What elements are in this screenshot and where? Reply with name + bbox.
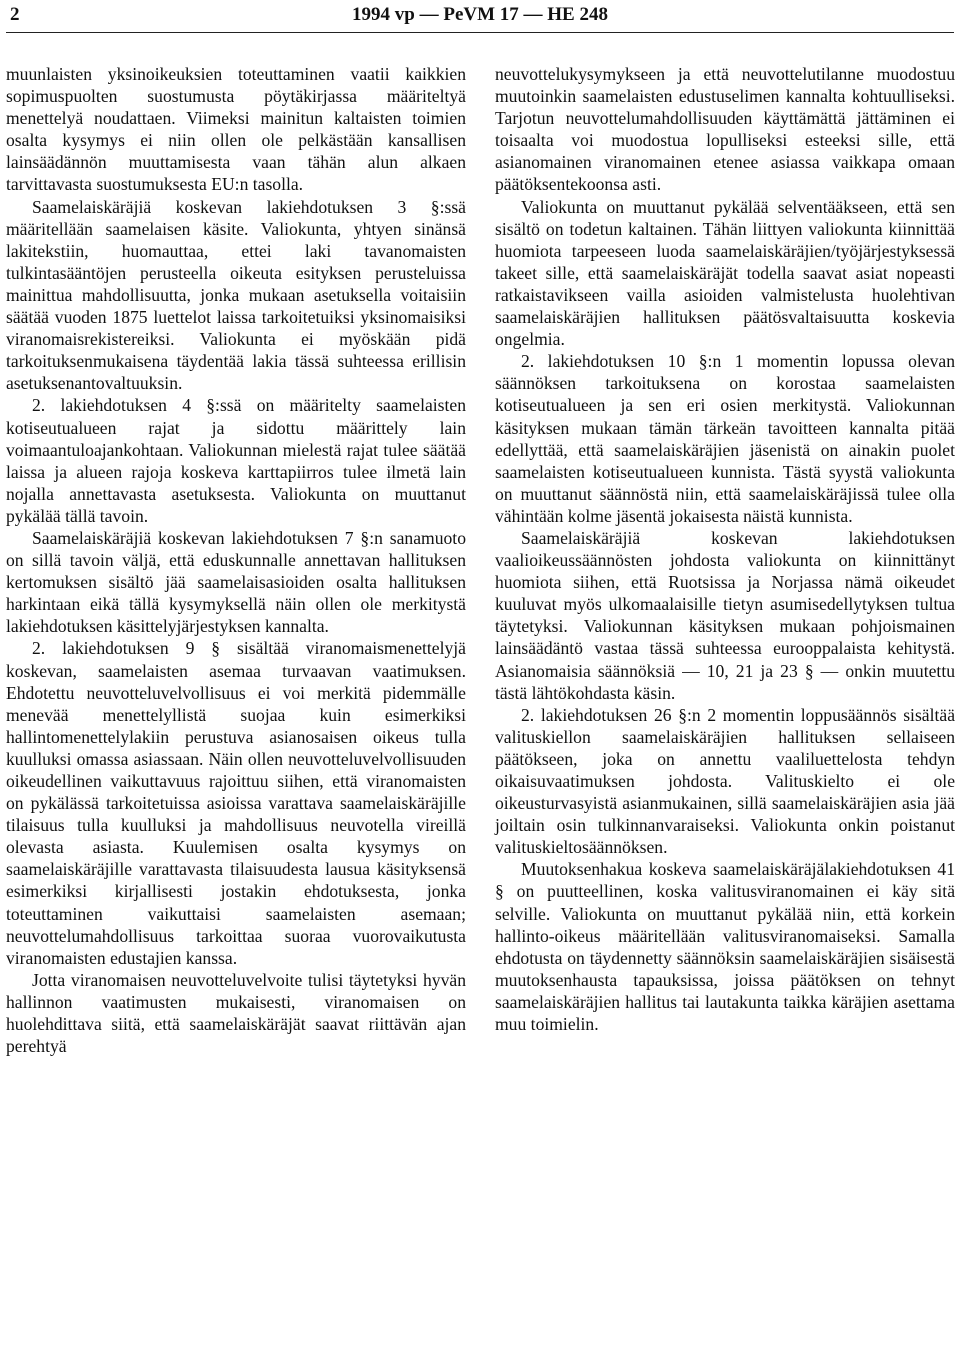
paragraph: Saamelaiskäräjiä koskevan lakiehdotuksen vaalioikeussäännösten johdosta valiokunta on kiinnittänyt huomiota siihen, että Ruotsissa ja Norjassa nämä oikeudet kuuluvat myös ulkomaalaisille tietyn asumisedellytyksen tultua täytetyksi. Valiokunnan käsityksen mukaan pohjoismainen lainsäädäntö vastaa tässä suhteessa eurooppalaista kehitystä. Asianomaisia säännöksiä — 10, 21 ja 23 § — onkin muutettu tästä lähtökohdasta käsin.: [495, 527, 955, 703]
page-number: 2: [10, 4, 20, 25]
right-column: [495, 63, 955, 1035]
paragraph: Jotta viranomaisen neuvotteluvelvoite tulisi täytetyksi hyvän hallinnon vaatimusten mukaisesti, viranomaisen on huolehdittava siitä, että saamelaiskäräjät saavat riittävän ajan perehtyä: [6, 969, 466, 1057]
paragraph: muunlaisten yksinoikeuksien toteuttaminen vaatii kaikkien sopimuspuolten suostumusta pöytäkirjassa määriteltyä menettelyä noudattaen. Viimeksi mainitun kaltaisten toimien osalta kysymys ei niin ollen ole pelkästään kansallisen lainsäädännön muuttamisesta vaan tähän alun alkaen tarvittavasta suostumuksesta EU:n tasolla.: [6, 64, 466, 195]
paragraph: Saamelaiskäräjiä koskevan lakiehdotuksen 7 §:n sanamuoto on sillä tavoin väljä, että eduskunnalle annettavan hallituksen kertomuksen sisältö jää saamelaisasioiden osalta hallituksen harkintaan eikä tällä kysymyksellä näin ollen ole merkitystä lakiehdotuksen käsittelyjärjestyksen kannalta.: [6, 527, 466, 637]
paragraph: neuvottelukysymykseen ja että neuvottelutilanne muodostuu muutoinkin saamelaisten edustuselimen kannalta kohtuulliseksi. Tarjotun neuvottelumahdollisuuden käyttämättä jättäminen ei toisaalta voi muodostua lopulliseksi esteeksi sille, että asianomainen viranomainen etenee asiassa vaikkapa omaan päätöksentekoonsa asti.: [495, 64, 955, 195]
running-title: 1994 vp — PeVM 17 — HE 248: [352, 4, 608, 25]
paragraph: 2. lakiehdotuksen 10 §:n 1 momentin lopussa olevan säännöksen tarkoituksena on korostaa saamelaisten kotiseutualueen ja sen eri osien merkitystä. Valiokunnan käsityksen mukaan tämän tärkeän tavoitteen kannalta pitää edellyttää, että saamelaiskäräjien jäsenistä on ainakin puolet saamelaisten kotiseutualueen kunnista. Tästä syystä valiokunta on muuttanut säännöstä niin, että saamelaiskäräjissä tulee olla vähintään kolme jäsentä jokaisesta näistä kunnista.: [495, 351, 955, 526]
paragraph: 2. lakiehdotuksen 4 §:ssä on määritelty saamelaisten kotiseutualueen rajat ja sidottu määrittely lain voimaantuloajankohtaan. Valiokunnan mielestä rajat tulee säätää laissa ja alueen rajoja koskeva karttapiirros tulee ilmetä lain nojalla annettavasta asetuksesta. Valiokunta on muuttanut pykälää tällä tavoin.: [6, 395, 466, 526]
left-column: [6, 63, 466, 1057]
page-header: [6, 2, 954, 33]
paragraph: 2. lakiehdotuksen 9 § sisältää viranomaismenettelyjä koskevan, saamelaisten asemaa turvaavan vaatimuksen. Ehdotettu neuvotteluvelvollisuus ei voi merkitä pidemmälle menevää menettelyllistä suojaa kuin esimerkiksi hallintomenettelylakiin perustuva asianosaisen oikeus tulla kuulluksi omassa asiassaan. Näin ollen neuvotteluvelvollisuuden oikeudellinen vaikuttavuus rajoittuu siihen, että viranomaisten on pykälässä tarkoitetuissa asioissa varattava saamelaiskäräjille tilaisuus tulla kuulluksi ja mahdollisuus neuvotella vireillä olevasta asiasta. Kuulemisen osalta kysymys on saamelaiskäräjille varattavasta tilaisuudesta lausua käsityksensä esimerkiksi kirjallisesti jostakin ehdotuksesta, jonka toteuttaminen vaikuttaisi saamelaisten asemaan; neuvottelumahdollisuus tarkoittaa suoraa vuorovaikutusta viranomaisten edustajien kanssa.: [6, 638, 466, 968]
paragraph: Valiokunta on muuttanut pykälää selventääkseen, että sen sisältö on todetun kaltainen. Tähän liittyen valiokunta kiinnittää huomiota tarpeeseen luoda saamelaiskäräjien/työjärjestyksessä takeet sille, että saamelaiskäräjät todella saavat asiat nopeasti ratkaistavikseen vailla asioiden valmistelusta huolehtivan saamelaiskäräjien hallituksen päätösvaltaisuutta koskevia ongelmia.: [495, 196, 955, 350]
paragraph: 2. lakiehdotuksen 26 §:n 2 momentin loppusäännös sisältää valituskiellon saamelaiskäräjien hallituksen sellaiseen päätökseen, joka on annettu vaaliluettelosta tehdyn oikaisuvaatimuksen johdosta. Valituskielto ei ole oikeusturvasyistä asianmukainen, sillä saamelaiskäräjien asia jää joiltain osin tulkinnanvaraiseksi. Valiokunta onkin poistanut valituskieltosäännöksen.: [495, 704, 955, 858]
paragraph: Saamelaiskäräjiä koskevan lakiehdotuksen 3 §:ssä määritellään saamelaisen käsite. Valiokunta, yhtyen sinänsä lakitekstiin, huomauttaa, ettei laki tavanomaisten tulkintasääntöjen perusteella oikeuta esityksen perusteluissa mainittua mahdollisuutta, jonka mukaan asetuksella voitaisiin säätää vuoden 1875 luettelot laissa tarkoitetuiksi yksinomaisiksi viranomaisrekistereiksi. Valiokunta ei myöskään pidä tarkoituksenmukaisena täydentää lakia tässä suhteessa erillisin asetuksenantovaltuuksin.: [6, 196, 466, 394]
paragraph: Muutoksenhakua koskeva saamelaiskäräjälakiehdotuksen 41 § on puutteellinen, koska valitusviranomainen ei käy sitä selville. Valiokunta on muuttanut pykälää niin, että korkein hallinto-oikeus määritellään valitusviranomaiseksi. Samalla ehdotusta on täydennetty säännöksin saamelaiskäräjien sisäisestä muutoksenhausta tapauksissa, joissa päätöksen on tehnyt saamelaiskäräjien hallitus tai lautakunta taikka käräjien asettama muu toimielin.: [495, 859, 955, 1035]
